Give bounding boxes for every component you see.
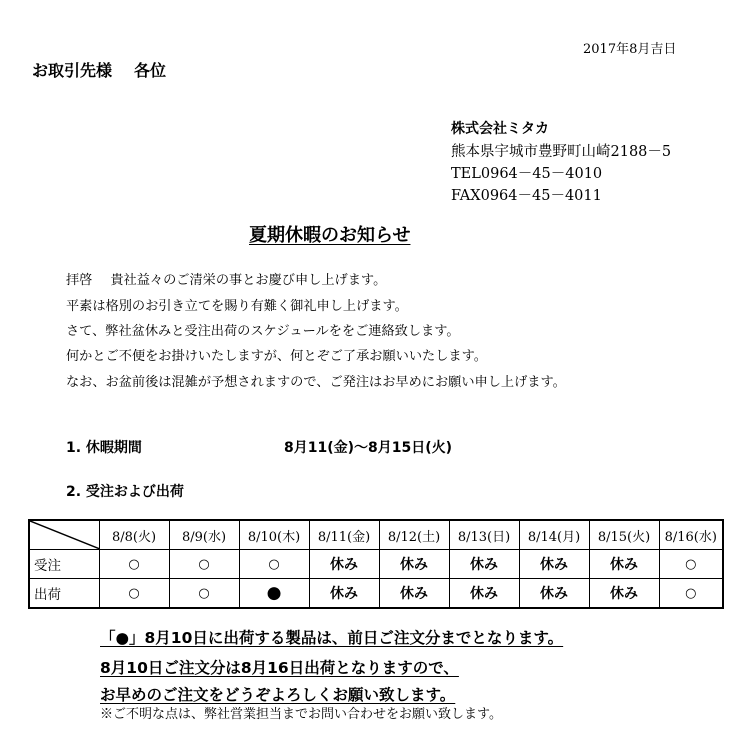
date-header: 8/8(火): [99, 520, 169, 550]
row-label-shipping: 出荷: [29, 579, 99, 609]
salutation: 拝啓: [66, 273, 93, 288]
note-line-4: ※ご不明な点は、弊社営業担当までお問い合わせをお願い致します。: [100, 707, 502, 722]
schedule-cell: 休み: [379, 550, 449, 579]
diagonal-line: [30, 521, 100, 549]
schedule-cell: 休み: [589, 579, 659, 609]
schedule-cell: 休み: [309, 579, 379, 609]
body-line-1: [66, 269, 386, 288]
schedule-cell: 休み: [449, 550, 519, 579]
company-address: 熊本県宇城市豊野町山崎2188－5: [451, 144, 672, 160]
company-fax: FAX0964－45－4011: [451, 188, 602, 204]
table-corner: [29, 520, 99, 550]
holiday-period: 8月11(金)～8月15日(火): [284, 440, 453, 456]
body-line-5: なお、お盆前後は混雑が予想されますので、ご発注はお早めにお願い申し上げます。: [66, 375, 566, 390]
date-header: 8/11(金): [309, 520, 379, 550]
date-header: 8/15(火): [589, 520, 659, 550]
schedule-cell: 休み: [589, 550, 659, 579]
recipient-name: お取引先様: [32, 61, 113, 80]
section1-heading: 1. 休暇期間: [66, 440, 142, 456]
body-text-1: 貴社益々のご清栄の事とお慶び申し上げます。: [110, 273, 387, 288]
orders-row: [29, 550, 723, 579]
body-line-3: さて、弊社盆休みと受注出荷のスケジュールををご連絡致します。: [66, 324, 460, 339]
schedule-cell: ○: [169, 550, 239, 579]
date-header: 8/9(水): [169, 520, 239, 550]
date-header: 8/14(月): [519, 520, 589, 550]
schedule-cell: ○: [659, 550, 723, 579]
note-line-3: お早めのご注文をどうぞよろしくお願い致します。: [100, 686, 456, 704]
schedule-cell: ○: [169, 579, 239, 609]
date-header: 8/12(土): [379, 520, 449, 550]
notice-title: 夏期休暇のお知らせ: [249, 225, 411, 246]
date-header: 8/16(水): [659, 520, 723, 550]
body-line-2: 平素は格別のお引き立てを賜り有難く御礼申し上げます。: [66, 299, 408, 314]
body-line-4: 何かとご不便をお掛けいたしますが、何とぞご了承お願いいたします。: [66, 349, 487, 364]
recipient-suffix: 各位: [134, 61, 167, 80]
date-header: 8/13(日): [449, 520, 519, 550]
company-tel: TEL0964－45－4010: [451, 166, 603, 182]
schedule-header-row: [29, 520, 723, 550]
date-header: 8/10(木): [239, 520, 309, 550]
schedule-cell: ○: [659, 579, 723, 609]
row-label-orders: 受注: [29, 550, 99, 579]
schedule-cell: 休み: [519, 550, 589, 579]
recipient: [32, 58, 166, 81]
schedule-table: [28, 519, 724, 609]
schedule-cell: ○: [99, 550, 169, 579]
schedule-cell: ○: [99, 579, 169, 609]
schedule-cell: ○: [239, 550, 309, 579]
schedule-cell: 休み: [449, 579, 519, 609]
schedule-cell: 休み: [309, 550, 379, 579]
section2-heading: 2. 受注および出荷: [66, 484, 184, 500]
schedule-cell: 休み: [519, 579, 589, 609]
schedule-cell: ●: [239, 579, 309, 609]
note-line-2: 8月10日ご注文分は8月16日出荷となりますので、: [100, 659, 459, 677]
schedule-cell: 休み: [379, 579, 449, 609]
company-name: 株式会社ミタカ: [451, 121, 549, 137]
issue-date: 2017年8月吉日: [583, 42, 677, 57]
note-line-1: 「●」8月10日に出荷する製品は、前日ご注文分までとなります。: [100, 629, 564, 647]
shipping-row: [29, 579, 723, 609]
